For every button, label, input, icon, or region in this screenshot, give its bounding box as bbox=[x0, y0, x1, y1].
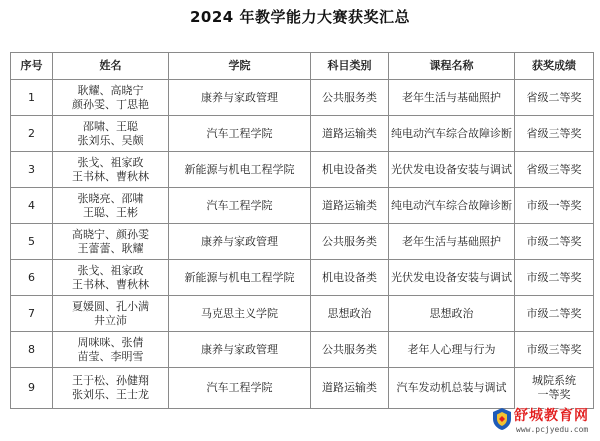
cell-index: 2 bbox=[11, 116, 53, 152]
award-line: 市级一等奖 bbox=[526, 198, 582, 212]
table-row bbox=[11, 188, 594, 224]
name-line: 邵啸、王聪 bbox=[83, 119, 138, 133]
table-row bbox=[11, 368, 594, 409]
name-line: 王蕾蕾、耿耀 bbox=[77, 241, 144, 255]
award-line: 市级二等奖 bbox=[526, 270, 582, 284]
cell-course: 纯电动汽车综合故障诊断 bbox=[389, 116, 515, 152]
table-row bbox=[11, 260, 594, 296]
cell-category: 机电设备类 bbox=[311, 152, 389, 188]
name-line: 张戈、祖家政 bbox=[77, 155, 144, 169]
cell-college: 汽车工程学院 bbox=[169, 368, 311, 409]
cell-award bbox=[515, 368, 594, 409]
site-watermark bbox=[492, 405, 596, 439]
name-line: 张刘乐、吴颇 bbox=[77, 133, 144, 147]
cell-award bbox=[515, 260, 594, 296]
name-line: 颜孙雯、丁思艳 bbox=[72, 97, 149, 111]
cell-index: 8 bbox=[11, 332, 53, 368]
award-line: 城院系统 bbox=[532, 374, 576, 387]
cell-category: 道路运输类 bbox=[311, 188, 389, 224]
award-line: 省级三等奖 bbox=[526, 126, 582, 140]
table-row bbox=[11, 332, 594, 368]
cell-college: 汽车工程学院 bbox=[169, 116, 311, 152]
cell-index: 1 bbox=[11, 80, 53, 116]
name-line: 张戈、祖家政 bbox=[77, 263, 144, 277]
cell-category: 公共服务类 bbox=[311, 224, 389, 260]
header-names: 姓名 bbox=[53, 53, 169, 80]
cell-names bbox=[53, 188, 169, 224]
cell-category: 道路运输类 bbox=[311, 116, 389, 152]
cell-award bbox=[515, 80, 594, 116]
header-award: 获奖成绩 bbox=[515, 53, 594, 80]
cell-category: 机电设备类 bbox=[311, 260, 389, 296]
cell-category: 公共服务类 bbox=[311, 332, 389, 368]
cell-course: 老年生活与基础照护 bbox=[389, 224, 515, 260]
table-row bbox=[11, 224, 594, 260]
header-category: 科目类别 bbox=[311, 53, 389, 80]
cell-college: 汽车工程学院 bbox=[169, 188, 311, 224]
cell-award bbox=[515, 152, 594, 188]
cell-college: 新能源与机电工程学院 bbox=[169, 152, 311, 188]
cell-names bbox=[53, 368, 169, 409]
award-line: 市级三等奖 bbox=[526, 342, 582, 356]
watermark-url: www.pcjyedu.com bbox=[516, 425, 589, 434]
cell-award bbox=[515, 332, 594, 368]
cell-award bbox=[515, 188, 594, 224]
header-college: 学院 bbox=[169, 53, 311, 80]
table-row bbox=[11, 116, 594, 152]
header-index: 序号 bbox=[11, 53, 53, 80]
name-line: 张刘乐、王士龙 bbox=[72, 388, 149, 401]
cell-college: 康养与家政管理 bbox=[169, 80, 311, 116]
cell-names bbox=[53, 116, 169, 152]
header-course: 课程名称 bbox=[389, 53, 515, 80]
cell-award bbox=[515, 116, 594, 152]
table-header-row bbox=[11, 53, 594, 80]
cell-category: 思想政治 bbox=[311, 296, 389, 332]
name-line: 王书林、曹秋林 bbox=[72, 169, 149, 183]
name-line: 苗莹、李明雪 bbox=[77, 349, 144, 363]
cell-course: 老年生活与基础照护 bbox=[389, 80, 515, 116]
award-line: 省级三等奖 bbox=[526, 162, 582, 176]
award-line: 市级二等奖 bbox=[526, 234, 582, 248]
cell-category: 道路运输类 bbox=[311, 368, 389, 409]
name-line: 高晓宁、颜孙雯 bbox=[72, 227, 149, 241]
table-body bbox=[11, 80, 594, 409]
name-line: 张晓亮、邵啸 bbox=[77, 191, 144, 205]
award-line: 市级二等奖 bbox=[526, 306, 582, 320]
cell-index: 3 bbox=[11, 152, 53, 188]
cell-names bbox=[53, 224, 169, 260]
name-line: 夏媛圆、孔小满 bbox=[72, 299, 149, 313]
page-title: 2024 年教学能力大赛获奖汇总 bbox=[190, 8, 410, 26]
cell-course: 思想政治 bbox=[389, 296, 515, 332]
cell-course: 纯电动汽车综合故障诊断 bbox=[389, 188, 515, 224]
awards-table bbox=[10, 52, 594, 409]
cell-names bbox=[53, 332, 169, 368]
shield-logo-icon bbox=[492, 407, 512, 431]
cell-college: 新能源与机电工程学院 bbox=[169, 260, 311, 296]
name-line: 周咪咪、张倩 bbox=[77, 335, 144, 349]
cell-college: 康养与家政管理 bbox=[169, 332, 311, 368]
cell-index: 7 bbox=[11, 296, 53, 332]
cell-category: 公共服务类 bbox=[311, 80, 389, 116]
table-row bbox=[11, 152, 594, 188]
cell-names bbox=[53, 296, 169, 332]
name-line: 耿耀、高晓宁 bbox=[77, 83, 144, 97]
table-row bbox=[11, 296, 594, 332]
name-line: 王聪、王彬 bbox=[83, 205, 138, 219]
cell-names bbox=[53, 152, 169, 188]
cell-course: 光伏发电设备安装与调试 bbox=[389, 260, 515, 296]
cell-names bbox=[53, 80, 169, 116]
cell-index: 5 bbox=[11, 224, 53, 260]
name-line: 王于松、孙健翔 bbox=[72, 374, 149, 387]
watermark-text: 舒城教育网 bbox=[514, 408, 589, 424]
cell-award bbox=[515, 296, 594, 332]
cell-course: 老年人心理与行为 bbox=[389, 332, 515, 368]
award-line: 一等奖 bbox=[537, 388, 571, 401]
table-row bbox=[11, 80, 594, 116]
cell-index: 4 bbox=[11, 188, 53, 224]
cell-names bbox=[53, 260, 169, 296]
cell-college: 马克思主义学院 bbox=[169, 296, 311, 332]
name-line: 王书林、曹秋林 bbox=[72, 277, 149, 291]
cell-award bbox=[515, 224, 594, 260]
award-line: 省级二等奖 bbox=[526, 90, 582, 104]
name-line: 井立沛 bbox=[94, 313, 127, 327]
cell-index: 6 bbox=[11, 260, 53, 296]
cell-index: 9 bbox=[11, 368, 53, 409]
cell-course: 光伏发电设备安装与调试 bbox=[389, 152, 515, 188]
cell-college: 康养与家政管理 bbox=[169, 224, 311, 260]
cell-course: 汽车发动机总装与调试 bbox=[389, 368, 515, 409]
